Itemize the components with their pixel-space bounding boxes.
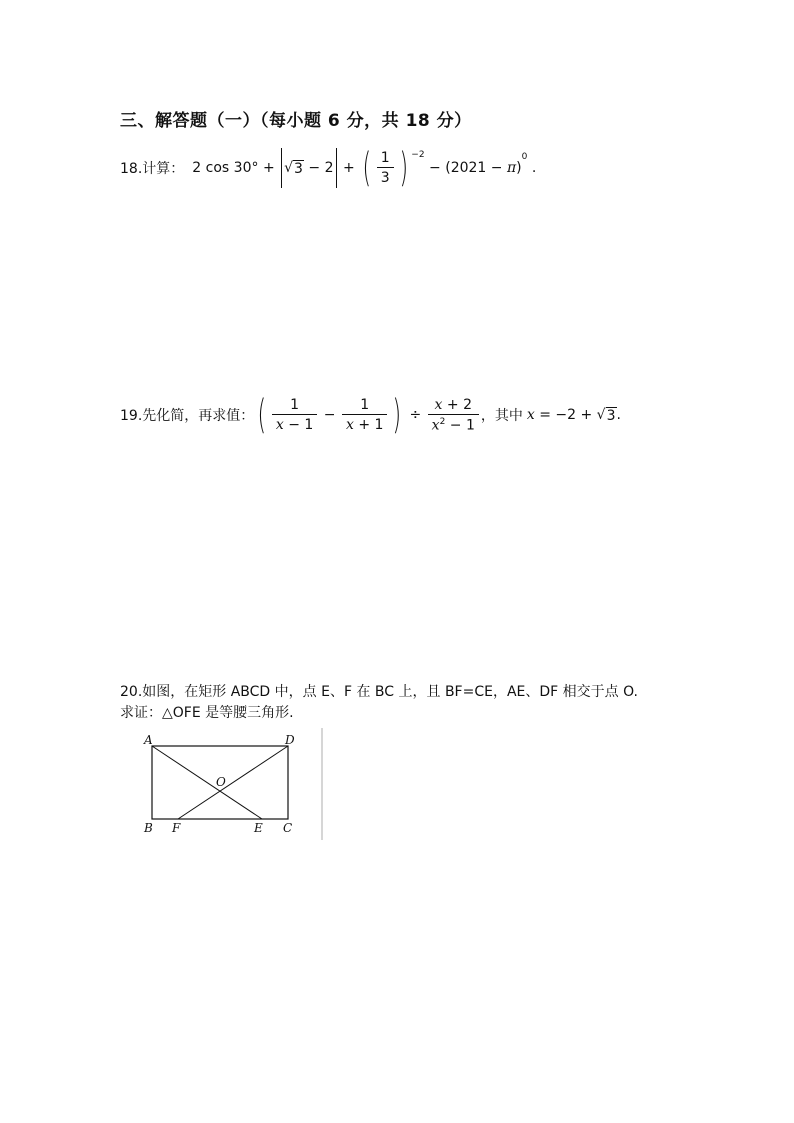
q18-frac-den: 3 — [377, 167, 394, 186]
f3-den-rest: − 1 — [445, 417, 475, 434]
paren-open: ( — [257, 392, 267, 438]
q19-tail: ，其中 — [480, 408, 523, 424]
q18-fraction — [377, 150, 394, 186]
f2-den — [342, 414, 387, 433]
f3-num-var: x — [434, 396, 443, 413]
q18-exponent0: 0 — [521, 152, 528, 162]
f2-num: 1 — [360, 397, 370, 413]
q19-end: . — [616, 406, 621, 423]
f3-den — [428, 414, 479, 434]
q18-expression: 2 cos 30° + √ 3 − 2 + ( $\frac{1}{3}$ ) $^{-2}$ − ( 2021 − π ) $^0$ . — [192, 145, 537, 191]
segment-df — [178, 746, 288, 819]
q19-var: x — [526, 406, 535, 423]
f2-den-var: x — [345, 417, 354, 433]
q18-label: 18.计算： — [120, 161, 185, 177]
question-19 — [120, 392, 621, 438]
q19-fraction-3 — [428, 397, 479, 434]
rectangle-figure — [140, 728, 330, 847]
label-F: F — [172, 821, 181, 835]
f1-num: 1 — [290, 397, 300, 413]
abs-bar-left — [281, 148, 282, 188]
q18-angle: 30° — [233, 160, 259, 176]
q18-end: . — [531, 160, 537, 176]
label-O: O — [216, 775, 226, 789]
segment-ae — [152, 746, 262, 819]
q19-radicand: 3 — [606, 407, 616, 424]
q18-plus2: + — [342, 160, 355, 176]
f1-den-rest: − 1 — [283, 417, 314, 433]
label-D: D — [285, 733, 295, 747]
f3-num — [431, 397, 476, 414]
q18-sqrt: √ 3 — [284, 159, 303, 177]
q19-expression — [254, 392, 481, 438]
label-E: E — [254, 821, 263, 835]
q18-plus1: + — [262, 160, 275, 176]
figure-svg — [140, 728, 330, 843]
q18-minus-two: − 2 — [308, 160, 334, 176]
q18-frac-num: 1 — [380, 150, 390, 166]
paren-open: ( — [362, 145, 372, 191]
q18-minus: − — [429, 160, 441, 176]
q18-cos: cos — [205, 160, 230, 176]
q18-year: 2021 − — [450, 160, 503, 176]
f3-num-rest: + 2 — [442, 396, 472, 413]
f1-den-var: x — [275, 417, 284, 433]
q19-fraction-2 — [342, 397, 387, 433]
q18-pi: π — [506, 160, 517, 176]
abs-bar-right — [336, 148, 337, 188]
question-18 — [120, 145, 537, 191]
f3-den-var: x — [431, 417, 440, 434]
label-C: C — [283, 821, 293, 835]
q19-label: 19.先化简，再求值： — [120, 408, 255, 424]
q19-minus: − — [323, 407, 336, 423]
q18-coef: 2 — [192, 160, 202, 176]
label-B: B — [144, 821, 153, 835]
f2-den-rest: + 1 — [353, 417, 384, 433]
q18-radicand: 3 — [294, 160, 303, 177]
section-title: 三、解答题（一）（每小题 6 分，共 18 分） — [120, 111, 472, 131]
q19-sqrt: √ 3 — [596, 406, 616, 424]
q19-eq: = −2 + — [534, 406, 597, 423]
paren-close: ) — [392, 392, 402, 438]
q18-exponent: −2 — [411, 150, 425, 160]
q20-line1: 20.如图，在矩形 ABCD 中，点 E、F 在 BC 上，且 BF=CE，AE、DF 相交于点 O. — [120, 684, 639, 700]
q19-divide: ÷ — [409, 407, 422, 423]
q19-condition — [527, 407, 621, 424]
f1-den — [272, 414, 317, 433]
q19-fraction-1 — [272, 397, 317, 433]
paren-close: ) — [399, 145, 408, 191]
q20-line2: 求证：△OFE 是等腰三角形. — [120, 705, 294, 721]
f3-den-sup: 2 — [439, 416, 446, 427]
label-A: A — [144, 733, 153, 747]
